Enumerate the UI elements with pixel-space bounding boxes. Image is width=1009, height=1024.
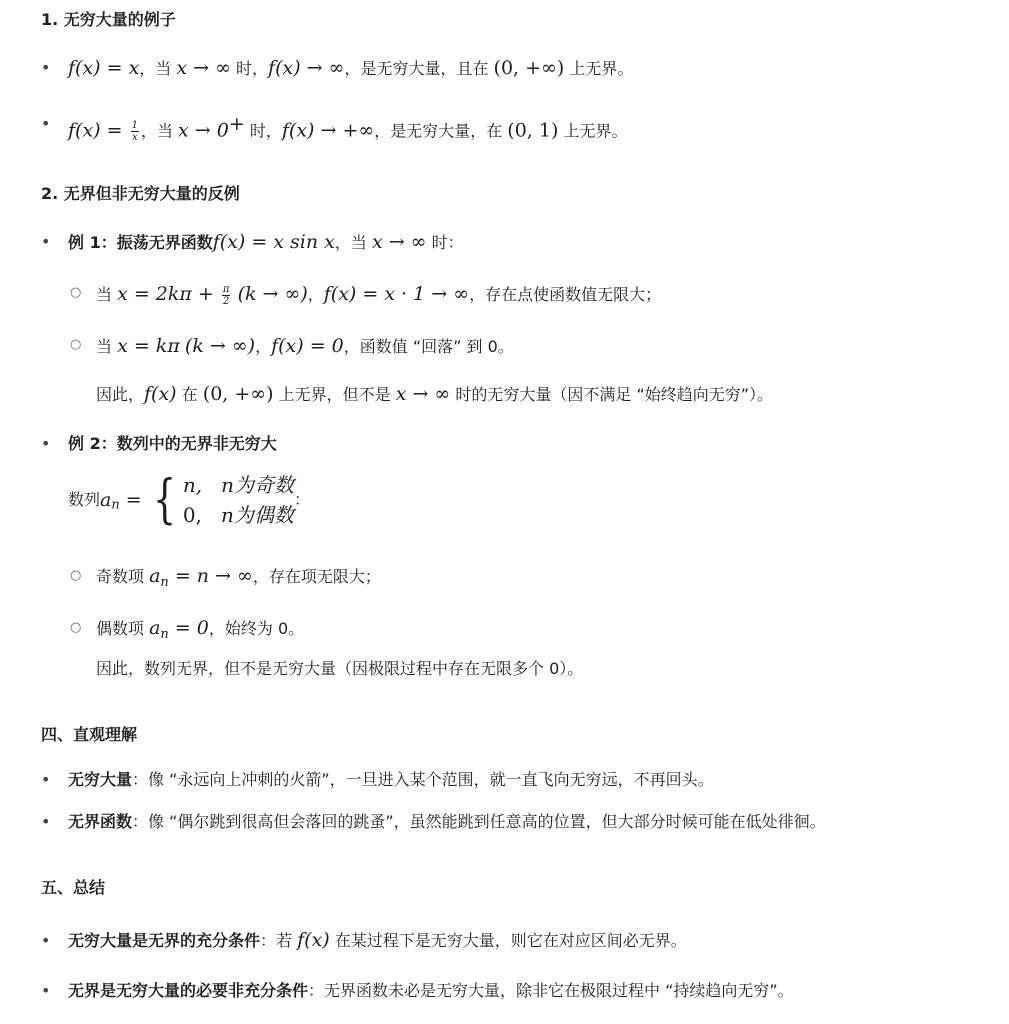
bullet: • [41, 434, 51, 453]
sub-bullet: ○ [70, 620, 82, 635]
bullet: • [41, 58, 51, 77]
fraction: $\frac{1}{x}$ [131, 120, 138, 144]
sub-bullet: ○ [70, 337, 82, 352]
conclusion-text: 因此，f(x) 在 (0, +∞) 上无界，但不是 x → ∞ 时的无穷大量（因不满足 “始终趋向无穷”）。 [96, 383, 774, 405]
section-title-summary: 五、总结 [41, 878, 106, 897]
piecewise-cases: n, n为奇数 0, n为偶数 [182, 473, 295, 527]
list-item: 例 1：振荡无界函数f(x) = x sin x，当 x → ∞ 时： [68, 231, 464, 253]
list-item: f(x) = x，当 x → ∞ 时，f(x) → ∞，是无穷大量，且在 (0, +∞) 上无界。 [68, 57, 634, 79]
list-item: 当 x = kπ (k → ∞)，f(x) = 0，函数值 “回落” 到 0。 [96, 335, 514, 357]
bullet: • [41, 981, 51, 1000]
bullet: • [41, 114, 51, 133]
section-title-counterexamples: 2. 无界但非无穷大量的反例 [41, 184, 240, 203]
left-brace: { [152, 470, 176, 530]
list-item: 无穷大量：像 “永远向上冲刺的火箭”，一旦进入某个范围，就一直飞向无穷远，不再回头。 [68, 770, 714, 789]
bullet: • [41, 931, 51, 950]
bullet: • [41, 812, 51, 831]
list-item: 无穷大量是无界的充分条件：若 f(x) 在某过程下是无穷大量，则它在对应区间必无界。 [68, 929, 687, 951]
fraction: $\frac{\pi}{2}$ [222, 284, 230, 307]
bullet: • [41, 770, 51, 789]
section-title-intuition: 四、直观理解 [41, 725, 138, 744]
list-item: 无界是无穷大量的必要非充分条件：无界函数未必是无穷大量，除非它在极限过程中 “持续趋向无穷”。 [68, 981, 794, 1000]
sub-bullet: ○ [70, 285, 82, 300]
sequence-definition: 数列$a_n$ = { n, n为奇数 0, n为偶数 ： [68, 470, 311, 530]
list-item: 偶数项 $a_n = 0$，始终为 0。 [96, 617, 305, 643]
conclusion-text: 因此，数列无界，但不是无穷大量（因极限过程中存在无限多个 0）。 [96, 659, 584, 678]
section-title-infinity-examples: 1. 无穷大量的例子 [41, 10, 176, 29]
bullet: • [41, 232, 51, 251]
list-item: 奇数项 $a_n = n$ → ∞，存在项无限大； [96, 565, 381, 591]
list-item: 例 2：数列中的无界非无穷大 [68, 434, 277, 453]
list-item: f(x) = $\frac{1}{x}$ ，当 x → 0+ 时，f(x) → +∞，是无穷大量，在 (0, 1) 上无界。 [68, 113, 628, 144]
list-item: 无界函数：像 “偶尔跳到很高但会落回的跳蚤”，虽然能跳到任意高的位置，但大部分时候可能在低处徘徊。 [68, 812, 826, 831]
sub-bullet: ○ [70, 568, 82, 583]
list-item: 当 x = 2kπ + $\frac{\pi}{2}$ (k → ∞)，f(x) = x · 1 → ∞，存在点使函数值无限大； [96, 283, 662, 307]
